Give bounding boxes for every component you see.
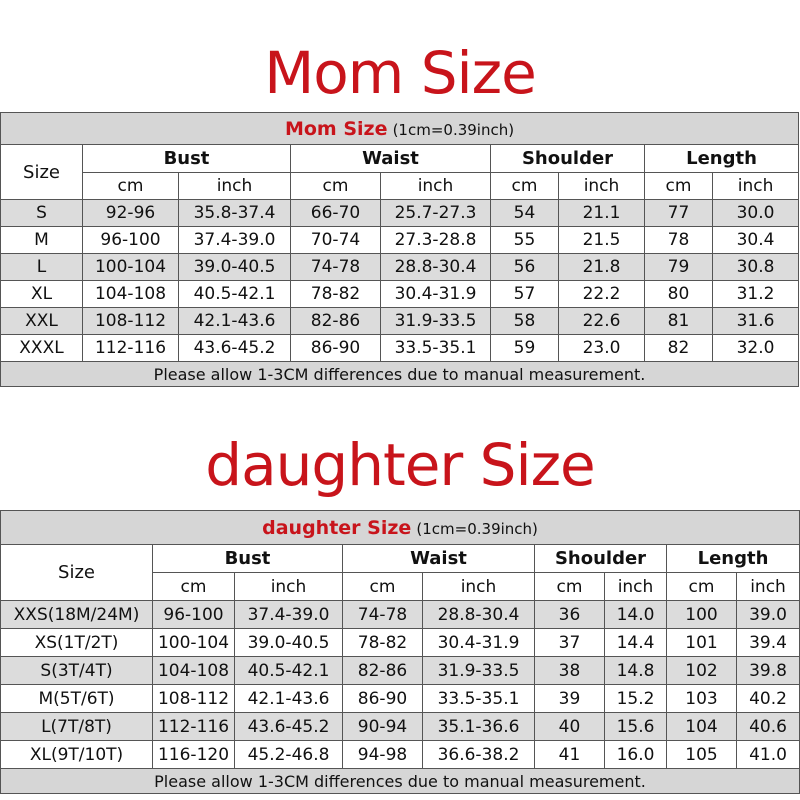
size-cell: XS(1T/2T)	[1, 629, 153, 657]
caption-conversion-note: (1cm=0.39inch)	[392, 120, 515, 139]
unit-header: cm	[83, 173, 179, 200]
measurement-note: Please allow 1-3CM differences due to manual measurement.	[1, 362, 799, 387]
measurement-cell: 38	[535, 657, 605, 685]
table-caption-row	[1, 113, 799, 145]
unit-header: inch	[713, 173, 799, 200]
note-row	[1, 769, 800, 794]
size-cell: M(5T/6T)	[1, 685, 153, 713]
table-row	[1, 741, 800, 769]
size-cell: XXL	[1, 308, 83, 335]
daughter-size-table	[0, 510, 800, 794]
measurement-cell: 86-90	[343, 685, 423, 713]
table-caption-row	[1, 511, 800, 545]
measurement-cell: 30.8	[713, 254, 799, 281]
measurement-cell: 82-86	[291, 308, 381, 335]
measurement-cell: 35.1-36.6	[423, 713, 535, 741]
mom-size-table	[0, 112, 799, 387]
measurement-cell: 70-74	[291, 227, 381, 254]
measurement-cell: 14.4	[605, 629, 667, 657]
measurement-cell: 32.0	[713, 335, 799, 362]
measurement-cell: 54	[491, 200, 559, 227]
table-row	[1, 629, 800, 657]
unit-header: cm	[667, 573, 737, 601]
measurement-cell: 102	[667, 657, 737, 685]
measurement-cell: 82	[645, 335, 713, 362]
measurement-cell: 58	[491, 308, 559, 335]
measurement-cell: 35.8-37.4	[179, 200, 291, 227]
measurement-cell: 27.3-28.8	[381, 227, 491, 254]
measurement-cell: 42.1-43.6	[179, 308, 291, 335]
mom-table-body	[1, 200, 799, 362]
measurement-cell: 86-90	[291, 335, 381, 362]
caption-title: Mom Size	[284, 117, 388, 140]
measurement-cell: 77	[645, 200, 713, 227]
measurement-cell: 33.5-35.1	[423, 685, 535, 713]
table-row	[1, 335, 799, 362]
group-header-shoulder: Shoulder	[491, 145, 645, 173]
size-cell: M	[1, 227, 83, 254]
unit-header: inch	[605, 573, 667, 601]
table-row	[1, 308, 799, 335]
measurement-cell: 14.8	[605, 657, 667, 685]
measurement-cell: 108-112	[153, 685, 235, 713]
measurement-cell: 43.6-45.2	[235, 713, 343, 741]
measurement-cell: 100-104	[153, 629, 235, 657]
measurement-cell: 66-70	[291, 200, 381, 227]
measurement-cell: 40.5-42.1	[235, 657, 343, 685]
measurement-cell: 43.6-45.2	[179, 335, 291, 362]
measurement-cell: 101	[667, 629, 737, 657]
note-row	[1, 362, 799, 387]
daughter-size-title: daughter Size	[205, 431, 595, 499]
table-row	[1, 200, 799, 227]
measurement-cell: 100-104	[83, 254, 179, 281]
measurement-cell: 78-82	[343, 629, 423, 657]
measurement-cell: 116-120	[153, 741, 235, 769]
measurement-cell: 30.4-31.9	[423, 629, 535, 657]
unit-header: cm	[153, 573, 235, 601]
group-header-length: Length	[645, 145, 799, 173]
measurement-cell: 81	[645, 308, 713, 335]
measurement-cell: 16.0	[605, 741, 667, 769]
daughter-table-body	[1, 601, 800, 769]
measurement-cell: 74-78	[343, 601, 423, 629]
measurement-cell: 36.6-38.2	[423, 741, 535, 769]
measurement-cell: 39	[535, 685, 605, 713]
unit-header: inch	[737, 573, 800, 601]
measurement-cell: 41	[535, 741, 605, 769]
measurement-cell: 37	[535, 629, 605, 657]
unit-header: inch	[423, 573, 535, 601]
measurement-cell: 90-94	[343, 713, 423, 741]
measurement-cell: 30.0	[713, 200, 799, 227]
measurement-cell: 42.1-43.6	[235, 685, 343, 713]
measurement-cell: 78	[645, 227, 713, 254]
mom-size-title: Mom Size	[264, 39, 536, 107]
measurement-cell: 57	[491, 281, 559, 308]
measurement-cell: 28.8-30.4	[381, 254, 491, 281]
measurement-cell: 45.2-46.8	[235, 741, 343, 769]
measurement-cell: 22.6	[559, 308, 645, 335]
measurement-cell: 100	[667, 601, 737, 629]
measurement-cell: 21.1	[559, 200, 645, 227]
measurement-note: Please allow 1-3CM differences due to manual measurement.	[1, 769, 800, 794]
measurement-cell: 74-78	[291, 254, 381, 281]
measurement-cell: 108-112	[83, 308, 179, 335]
measurement-cell: 105	[667, 741, 737, 769]
group-header-waist: Waist	[291, 145, 491, 173]
table-row	[1, 601, 800, 629]
group-header-shoulder: Shoulder	[535, 545, 667, 573]
unit-header: inch	[559, 173, 645, 200]
measurement-cell: 96-100	[83, 227, 179, 254]
measurement-cell: 94-98	[343, 741, 423, 769]
measurement-cell: 39.8	[737, 657, 800, 685]
caption-conversion-note: (1cm=0.39inch)	[416, 519, 538, 538]
measurement-cell: 15.2	[605, 685, 667, 713]
measurement-cell: 55	[491, 227, 559, 254]
measurement-cell: 31.9-33.5	[423, 657, 535, 685]
size-cell: L	[1, 254, 83, 281]
measurement-cell: 82-86	[343, 657, 423, 685]
measurement-cell: 39.4	[737, 629, 800, 657]
unit-header: inch	[179, 173, 291, 200]
measurement-cell: 37.4-39.0	[235, 601, 343, 629]
measurement-cell: 39.0	[737, 601, 800, 629]
measurement-cell: 21.8	[559, 254, 645, 281]
size-cell: XL	[1, 281, 83, 308]
group-header-row	[1, 545, 800, 573]
measurement-cell: 31.2	[713, 281, 799, 308]
measurement-cell: 28.8-30.4	[423, 601, 535, 629]
measurement-cell: 14.0	[605, 601, 667, 629]
measurement-cell: 40.6	[737, 713, 800, 741]
group-header-waist: Waist	[343, 545, 535, 573]
measurement-cell: 80	[645, 281, 713, 308]
measurement-cell: 25.7-27.3	[381, 200, 491, 227]
caption-title: daughter Size	[262, 516, 412, 539]
measurement-cell: 30.4	[713, 227, 799, 254]
measurement-cell: 31.6	[713, 308, 799, 335]
group-header-bust: Bust	[83, 145, 291, 173]
measurement-cell: 31.9-33.5	[381, 308, 491, 335]
measurement-cell: 15.6	[605, 713, 667, 741]
unit-header: cm	[535, 573, 605, 601]
table-caption	[1, 113, 799, 145]
measurement-cell: 104	[667, 713, 737, 741]
group-header-length: Length	[667, 545, 800, 573]
measurement-cell: 37.4-39.0	[179, 227, 291, 254]
table-row	[1, 713, 800, 741]
size-cell: XXXL	[1, 335, 83, 362]
unit-header: cm	[491, 173, 559, 200]
size-cell: XXS(18M/24M)	[1, 601, 153, 629]
table-caption	[1, 511, 800, 545]
size-cell: S(3T/4T)	[1, 657, 153, 685]
table-row	[1, 685, 800, 713]
size-cell: S	[1, 200, 83, 227]
measurement-cell: 104-108	[83, 281, 179, 308]
measurement-cell: 96-100	[153, 601, 235, 629]
measurement-cell: 59	[491, 335, 559, 362]
measurement-cell: 40.5-42.1	[179, 281, 291, 308]
table-row	[1, 227, 799, 254]
measurement-cell: 22.2	[559, 281, 645, 308]
unit-header: cm	[645, 173, 713, 200]
measurement-cell: 79	[645, 254, 713, 281]
unit-header: inch	[381, 173, 491, 200]
measurement-cell: 56	[491, 254, 559, 281]
measurement-cell: 92-96	[83, 200, 179, 227]
size-header: Size	[1, 545, 153, 601]
measurement-cell: 112-116	[153, 713, 235, 741]
measurement-cell: 21.5	[559, 227, 645, 254]
measurement-cell: 41.0	[737, 741, 800, 769]
unit-header: inch	[235, 573, 343, 601]
group-header-bust: Bust	[153, 545, 343, 573]
group-header-row	[1, 145, 799, 173]
measurement-cell: 40.2	[737, 685, 800, 713]
measurement-cell: 103	[667, 685, 737, 713]
size-cell: XL(9T/10T)	[1, 741, 153, 769]
unit-header: cm	[343, 573, 423, 601]
measurement-cell: 112-116	[83, 335, 179, 362]
table-row	[1, 254, 799, 281]
measurement-cell: 78-82	[291, 281, 381, 308]
unit-header: cm	[291, 173, 381, 200]
size-cell: L(7T/8T)	[1, 713, 153, 741]
measurement-cell: 36	[535, 601, 605, 629]
size-header: Size	[1, 145, 83, 200]
measurement-cell: 30.4-31.9	[381, 281, 491, 308]
table-row	[1, 281, 799, 308]
measurement-cell: 23.0	[559, 335, 645, 362]
unit-header-row	[1, 173, 799, 200]
measurement-cell: 33.5-35.1	[381, 335, 491, 362]
table-row	[1, 657, 800, 685]
measurement-cell: 40	[535, 713, 605, 741]
measurement-cell: 39.0-40.5	[179, 254, 291, 281]
measurement-cell: 104-108	[153, 657, 235, 685]
measurement-cell: 39.0-40.5	[235, 629, 343, 657]
